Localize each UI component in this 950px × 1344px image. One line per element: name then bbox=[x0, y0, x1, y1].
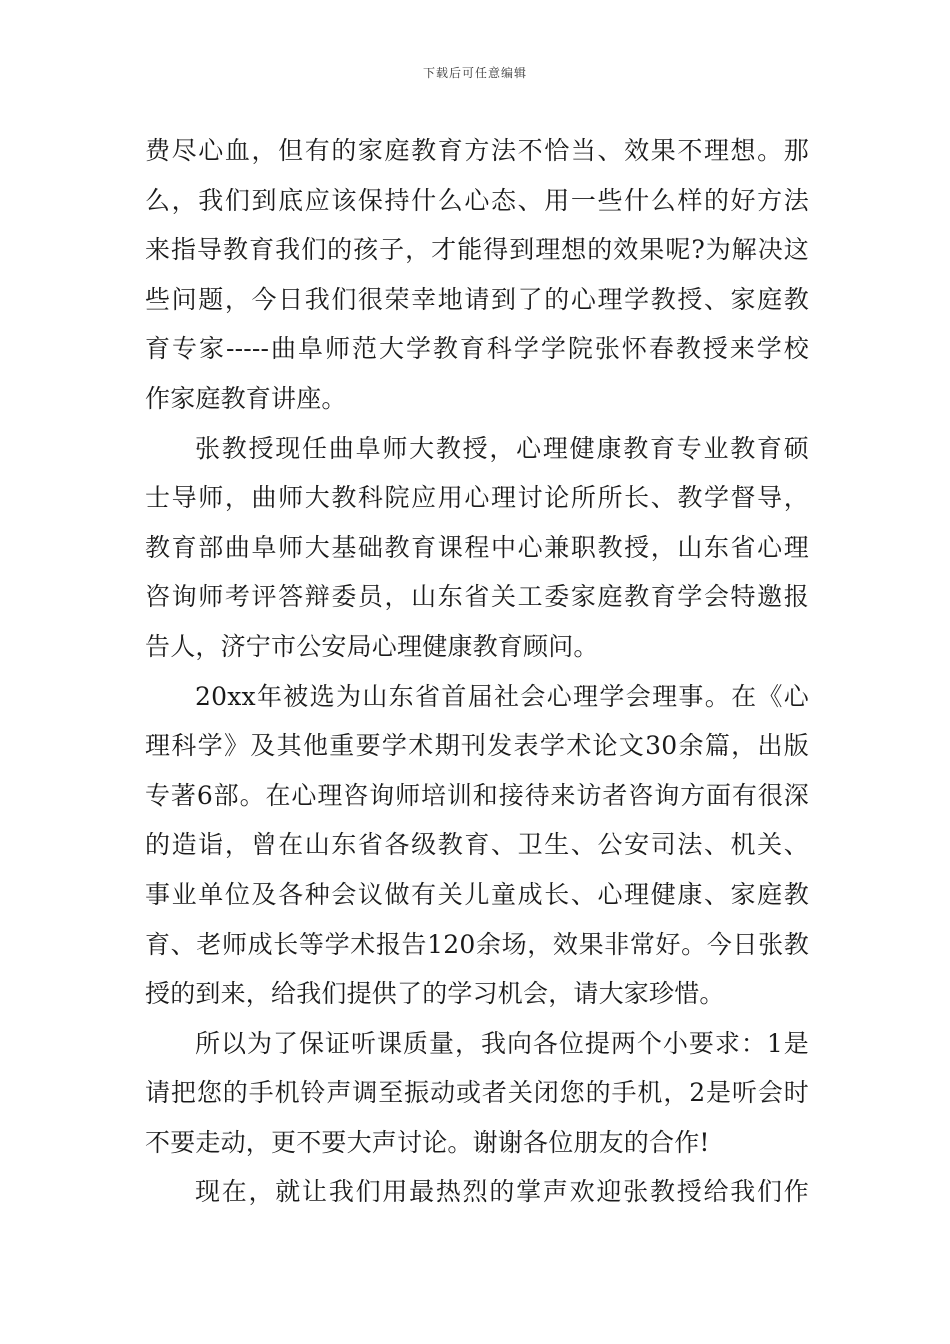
text-line: 育、老师成长等学术报告120余场，效果非常好。今日张教 bbox=[145, 929, 809, 959]
text-line: 费尽心血，但有的家庭教育方法不恰当、效果不理想。那 bbox=[145, 136, 809, 165]
text-line: 所以为了保证听课质量，我向各位提两个小要求：1是 bbox=[195, 1028, 809, 1058]
text-line: 咨询师考评答辩委员，山东省关工委家庭教育学会特邀报 bbox=[145, 582, 809, 612]
paragraph-1 bbox=[145, 126, 809, 424]
text-line: 专著6部。在心理咨询师培训和接待来访者咨询方面有很深 bbox=[145, 780, 809, 810]
paragraph-4 bbox=[145, 1019, 809, 1168]
text-line: 的造诣，曾在山东省各级教育、卫生、公安司法、机关、 bbox=[145, 830, 809, 860]
paragraph-5 bbox=[145, 1167, 809, 1217]
text-line: 理科学》及其他重要学术期刊发表学术论文30余篇，出版 bbox=[145, 731, 809, 761]
text-line: 20xx年被选为山东省首届社会心理学会理事。在《心 bbox=[195, 681, 809, 711]
page-header: 下载后可任意编辑 bbox=[422, 66, 527, 80]
paragraph-3 bbox=[145, 672, 809, 1019]
text-line: 育专家-----曲阜师范大学教育科学学院张怀春教授来学校 bbox=[145, 334, 809, 364]
document-body bbox=[145, 126, 809, 1217]
text-line: 现在，就让我们用最热烈的掌声欢迎张教授给我们作 bbox=[195, 1177, 809, 1207]
text-line: 么，我们到底应该保持什么心态、用一些什么样的好方法 bbox=[145, 185, 809, 215]
text-line: 请把您的手机铃声调至振动或者关闭您的手机，2是听会时 bbox=[145, 1078, 809, 1108]
text-line: 不要走动，更不要大声讨论。谢谢各位朋友的合作! bbox=[145, 1127, 710, 1157]
text-line: 张教授现任曲阜师大教授，心理健康教育专业教育硕 bbox=[195, 433, 809, 463]
text-line: 授的到来，给我们提供了的学习机会，请大家珍惜。 bbox=[145, 979, 725, 1009]
text-line: 来指导教育我们的孩子，才能得到理想的效果呢?为解决这 bbox=[145, 235, 809, 265]
text-line: 作家庭教育讲座。 bbox=[145, 383, 347, 413]
paragraph-2 bbox=[145, 424, 809, 672]
text-line: 事业单位及各种会议做有关儿童成长、心理健康、家庭教 bbox=[145, 879, 809, 909]
text-line: 些问题，今日我们很荣幸地请到了的心理学教授、家庭教 bbox=[145, 284, 809, 314]
text-line: 士导师，曲师大教科院应用心理讨论所所长、教学督导， bbox=[145, 483, 809, 513]
text-line: 告人，济宁市公安局心理健康教育顾问。 bbox=[145, 631, 599, 661]
text-line: 教育部曲阜师大基础教育课程中心兼职教授，山东省心理 bbox=[145, 532, 809, 562]
